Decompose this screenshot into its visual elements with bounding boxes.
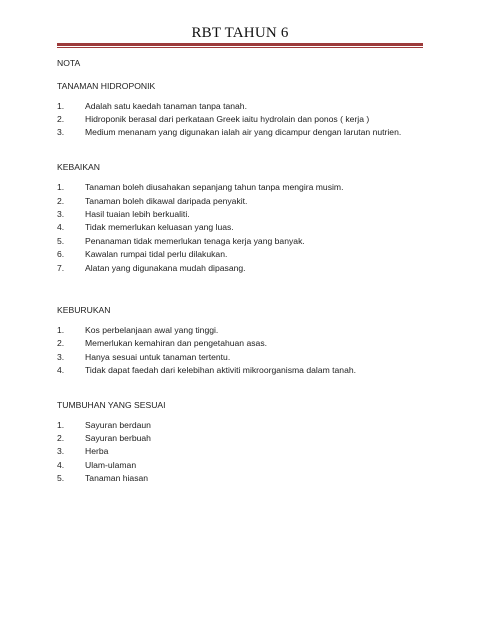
- list-item: Adalah satu kaedah tanaman tanpa tanah.: [85, 101, 247, 111]
- list-item-number: 5.: [57, 236, 65, 246]
- list-item: Herba: [85, 446, 109, 456]
- page-title: RBT TAHUN 6: [191, 25, 289, 41]
- list-item-number: 6.: [57, 249, 65, 259]
- list-item-number: 2.: [57, 114, 65, 124]
- section-heading-kebaikan: KEBAIKAN: [57, 162, 100, 172]
- section-heading-keburukan: KEBURUKAN: [57, 305, 111, 315]
- list-item-number: 1.: [57, 182, 65, 192]
- list-item: Kawalan rumpai tidal perlu dilakukan.: [85, 249, 228, 259]
- nota-label: NOTA: [57, 58, 81, 68]
- list-item: Sayuran berbuah: [85, 433, 151, 443]
- list-item-number: 1.: [57, 325, 65, 335]
- title-rule-thin: [57, 47, 423, 48]
- list-item: Alatan yang digunakana mudah dipasang.: [85, 263, 246, 273]
- list-item-number: 2.: [57, 196, 65, 206]
- list-item: Kos perbelanjaan awal yang tinggi.: [85, 325, 219, 335]
- list-item: Sayuran berdaun: [85, 420, 151, 430]
- list-item: Medium menanam yang digunakan ialah air yang dicampur dengan larutan nutrien.: [85, 127, 402, 137]
- list-item: Hanya sesuai untuk tanaman tertentu.: [85, 352, 231, 362]
- list-item-number: 3.: [57, 127, 65, 137]
- list-item-number: 1.: [57, 101, 65, 111]
- list-item-number: 4.: [57, 222, 65, 232]
- section-heading-hidroponik: TANAMAN HIDROPONIK: [57, 81, 156, 91]
- list-item-number: 4.: [57, 460, 65, 470]
- list-item: Tanaman boleh dikawal daripada penyakit.: [85, 196, 248, 206]
- list-item: Hasil tuaian lebih berkualiti.: [85, 209, 190, 219]
- section-heading-tumbuhan: TUMBUHAN YANG SESUAI: [57, 400, 166, 410]
- list-item: Hidroponik berasal dari perkataan Greek iaitu hydrolain dan ponos ( kerja ): [85, 114, 370, 124]
- list-item: Tanaman boleh diusahakan sepanjang tahun tanpa mengira musim.: [85, 182, 344, 192]
- list-item: Penanaman tidak memerlukan tenaga kerja yang banyak.: [85, 236, 305, 246]
- list-item-number: 3.: [57, 209, 65, 219]
- list-item: Tidak dapat faedah dari kelebihan aktiviti mikroorganisma dalam tanah.: [85, 365, 357, 375]
- list-item-number: 5.: [57, 473, 65, 483]
- list-item-number: 4.: [57, 365, 65, 375]
- list-item-number: 7.: [57, 263, 65, 273]
- list-item: Tanaman hiasan: [85, 473, 149, 483]
- list-item: Tidak memerlukan keluasan yang luas.: [85, 222, 234, 232]
- list-item-number: 3.: [57, 352, 65, 362]
- list-item-number: 3.: [57, 446, 65, 456]
- list-item-number: 2.: [57, 433, 65, 443]
- list-item: Memerlukan kemahiran dan pengetahuan asas.: [85, 338, 268, 348]
- list-item-number: 1.: [57, 420, 65, 430]
- list-item-number: 2.: [57, 338, 65, 348]
- list-item: Ulam-ulaman: [85, 460, 137, 470]
- title-rule: [57, 43, 423, 46]
